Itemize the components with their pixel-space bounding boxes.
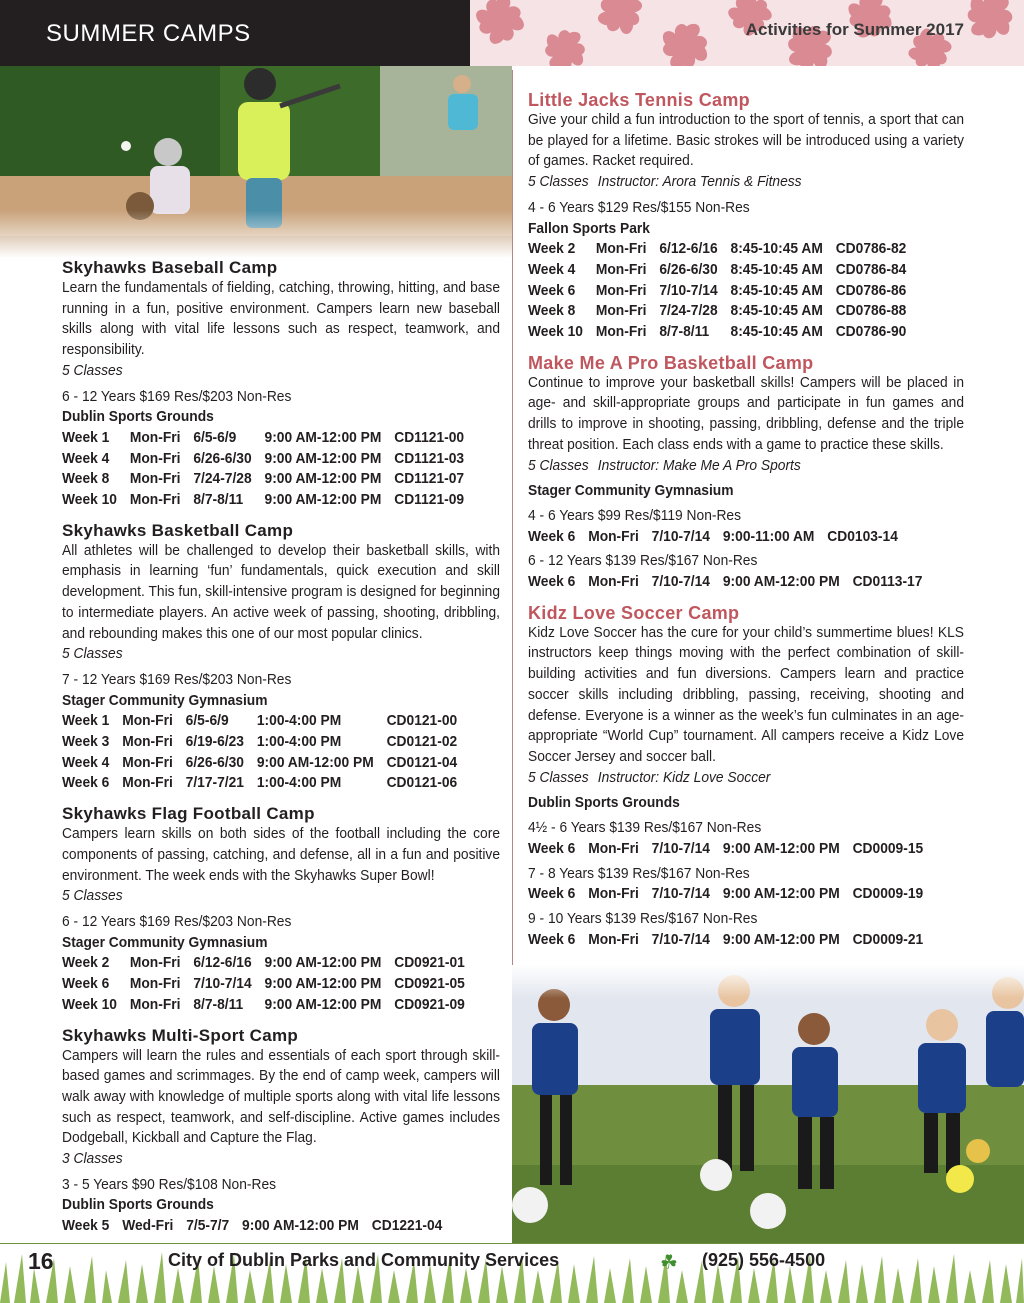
dates: 7/10-7/14 <box>651 573 710 591</box>
time: 9:00 AM-12:00 PM <box>722 885 840 903</box>
camp-description: Continue to improve your basketball skills! Campers will be placed in age- and skill-appropriate groups and participate in fun games and drills to improve in shooting, passing, dribbling, defense and the triple threat position. Each class ends with a game to practice these skills. <box>528 373 965 453</box>
time: 1:00-4:00 PM <box>256 774 342 792</box>
camp-location: Dublin Sports Grounds <box>528 794 680 812</box>
schedule-table <box>528 839 936 860</box>
dates: 7/24-7/28 <box>193 470 252 488</box>
age-fee: 4½ - 6 Years $139 Res/$167 Non-Res <box>528 819 762 837</box>
camp-basketball <box>62 521 500 794</box>
course-code: CD0921-05 <box>394 975 465 993</box>
week: Week 1 <box>62 428 110 446</box>
camp-multi-sport <box>62 1026 500 1237</box>
camp-classes <box>528 456 964 477</box>
instructor: Instructor: Kidz Love Soccer <box>597 768 771 786</box>
schedule-table <box>62 711 470 794</box>
time: 8:45-10:45 AM <box>730 281 823 299</box>
instructor: Instructor: Make Me A Pro Sports <box>597 456 801 474</box>
camp-details <box>62 912 465 1016</box>
week: Week 6 <box>528 281 576 299</box>
soccer-photo <box>512 965 1024 1243</box>
table-row <box>62 428 477 449</box>
week: Week 8 <box>528 302 576 320</box>
age-fee: 6 - 12 Years $169 Res/$203 Non-Res <box>62 387 292 405</box>
table-row <box>62 773 470 794</box>
dates: 7/24-7/28 <box>659 302 718 320</box>
week: Week 4 <box>62 449 110 467</box>
time: 1:00-4:00 PM <box>256 712 342 730</box>
table-row <box>528 260 919 281</box>
time: 9:00 AM-12:00 PM <box>242 1217 359 1235</box>
phone-number: (925) 556-4500 <box>702 1250 826 1270</box>
course-code: CD1121-09 <box>394 491 465 509</box>
camp-location: Fallon Sports Park <box>528 219 650 237</box>
week: Week 4 <box>528 260 576 278</box>
schedule-table <box>528 884 936 905</box>
camp-classes <box>62 361 500 382</box>
age-fee: 3 - 5 Years $90 Res/$108 Non-Res <box>62 1175 277 1193</box>
course-code: CD1121-00 <box>394 428 465 446</box>
left-column <box>62 258 500 1247</box>
week: Week 10 <box>62 491 117 509</box>
organization-name: City of Dublin Parks and Community Services <box>168 1250 560 1270</box>
classes-count: 5 Classes <box>528 173 589 191</box>
days: Mon-Fri <box>595 240 647 258</box>
days: Mon-Fri <box>122 774 173 792</box>
classes-count: 5 Classes <box>62 887 123 905</box>
schedule-table <box>528 239 919 343</box>
course-code: CD0921-09 <box>394 995 465 1013</box>
course-code: CD0103-14 <box>827 527 898 545</box>
days: Mon-Fri <box>129 975 181 993</box>
baseball-photo-graphic <box>0 66 512 258</box>
week: Week 3 <box>62 733 110 751</box>
dates: 7/10-7/14 <box>651 839 710 857</box>
camp-details <box>62 670 465 794</box>
week: Week 6 <box>528 573 576 591</box>
table-row <box>62 753 470 774</box>
schedule-table <box>62 953 478 1015</box>
age-fee: 4 - 6 Years $129 Res/$155 Non-Res <box>528 198 750 216</box>
dates: 7/5-7/7 <box>186 1217 230 1235</box>
time: 9:00 AM-12:00 PM <box>264 491 382 509</box>
table-row <box>62 995 478 1016</box>
days: Mon-Fri <box>595 281 647 299</box>
camp-kidz-love-soccer <box>528 603 964 951</box>
days: Mon-Fri <box>588 573 639 591</box>
days: Mon-Fri <box>129 470 181 488</box>
classes-count: 5 Classes <box>62 361 123 379</box>
table-row <box>62 711 470 732</box>
time: 9:00 AM-12:00 PM <box>722 839 840 857</box>
course-code: CD0786-84 <box>835 260 907 278</box>
camp-description: All athletes will be challenged to develop their basketball skills, with emphasis in learning ‘fun’ fundamentals, quick execution and skill development. This fun, skill-intensive program is designed for beginning to intermediate players. An active week of passing, shooting, dribbling, and rebounding makes this one of our most popular clinics. <box>62 541 501 642</box>
table-row <box>62 449 477 470</box>
dates: 6/26-6/30 <box>659 260 718 278</box>
instructor: Instructor: Arora Tennis & Fitness <box>597 173 802 191</box>
course-code: CD0009-19 <box>852 885 924 903</box>
table-row <box>62 1216 455 1237</box>
time: 9:00 AM-12:00 PM <box>264 954 382 972</box>
classes-count: 5 Classes <box>528 768 589 786</box>
camp-title: Kidz Love Soccer Camp <box>528 602 740 623</box>
camp-location: Dublin Sports Grounds <box>62 408 214 426</box>
schedule-table <box>62 1216 455 1237</box>
camp-flag-football <box>62 804 500 1015</box>
camp-title: Make Me A Pro Basketball Camp <box>528 352 814 373</box>
days: Mon-Fri <box>122 733 173 751</box>
time: 9:00 AM-12:00 PM <box>264 449 382 467</box>
camp-title: Little Jacks Tennis Camp <box>528 90 750 110</box>
course-code: CD1121-07 <box>394 470 465 488</box>
table-row <box>528 839 936 860</box>
camp-classes <box>528 172 964 193</box>
table-row <box>62 953 478 974</box>
time: 9:00 AM-12:00 PM <box>256 753 374 771</box>
course-code: CD0121-02 <box>386 733 458 751</box>
dates: 8/7-8/11 <box>193 995 244 1013</box>
schedule-table <box>528 572 935 593</box>
course-code: CD0921-01 <box>394 954 465 972</box>
camp-title: Skyhawks Basketball Camp <box>62 520 294 540</box>
week: Week 6 <box>528 930 576 948</box>
camp-description: Kidz Love Soccer has the cure for your child’s summertime blues! KLS instructors keep things moving with the perfect combination of skill-building activities and fun diversions. Campers learn and practice soccer skills including dribbling, passing, receiving, shooting and defense. Everyone is a winner as the week’s fun culminates in an age-appropriate “World Cup” tournament. All campers receive a Kidz Love Soccer Jersey and soccer ball. <box>528 623 965 765</box>
week: Week 10 <box>528 323 583 341</box>
time: 9:00 AM-12:00 PM <box>264 995 382 1013</box>
course-code: CD0009-15 <box>852 839 924 857</box>
course-code: CD0121-04 <box>386 753 458 771</box>
time: 9:00 AM-12:00 PM <box>264 428 382 446</box>
time: 1:00-4:00 PM <box>256 733 342 751</box>
dates: 7/10-7/14 <box>651 527 710 545</box>
camp-title: Skyhawks Baseball Camp <box>62 258 278 277</box>
table-row <box>528 930 936 951</box>
camp-details <box>528 481 929 593</box>
dates: 6/12-6/16 <box>193 954 252 972</box>
camp-description: Give your child a fun introduction to the sport of tennis, a sport that can be played for a lifetime. Basic strokes will be introduced using a variety of games. Racket required. <box>528 111 965 170</box>
course-code: CD0009-21 <box>852 930 924 948</box>
course-code: CD0121-00 <box>386 712 458 730</box>
camp-classes <box>62 1149 500 1170</box>
days: Mon-Fri <box>595 302 647 320</box>
table-row <box>62 732 470 753</box>
days: Mon-Fri <box>588 930 639 948</box>
camp-classes <box>62 644 500 665</box>
days: Mon-Fri <box>588 839 639 857</box>
dates: 6/5-6/9 <box>185 712 229 730</box>
week: Week 6 <box>528 527 576 545</box>
time: 8:45-10:45 AM <box>730 240 823 258</box>
week: Week 8 <box>62 470 110 488</box>
camp-tennis <box>528 90 964 343</box>
days: Mon-Fri <box>129 491 181 509</box>
classes-count: 3 Classes <box>62 1150 123 1168</box>
camp-title: Skyhawks Multi-Sport Camp <box>62 1025 299 1045</box>
dates: 6/26-6/30 <box>193 449 252 467</box>
age-fee: 9 - 10 Years $139 Res/$167 Non-Res <box>528 909 758 927</box>
dates: 7/10-7/14 <box>193 975 252 993</box>
table-row <box>528 572 935 593</box>
days: Mon-Fri <box>595 323 647 341</box>
week: Week 10 <box>62 995 117 1013</box>
age-fee: 7 - 12 Years $169 Res/$203 Non-Res <box>62 670 292 688</box>
table-row <box>528 884 936 905</box>
dates: 6/19-6/23 <box>185 733 244 751</box>
course-code: CD0786-86 <box>835 281 907 299</box>
schedule-table <box>62 428 477 511</box>
week: Week 5 <box>62 1217 110 1235</box>
camp-details <box>62 387 465 511</box>
days: Mon-Fri <box>122 712 173 730</box>
table-row <box>528 301 919 322</box>
time: 8:45-10:45 AM <box>730 302 823 320</box>
dates: 6/26-6/30 <box>185 753 244 771</box>
activities-title: Activities for Summer 2017 <box>745 20 964 39</box>
camp-location: Stager Community Gymnasium <box>62 933 268 951</box>
section-label: SUMMER CAMPS <box>46 20 251 47</box>
table-row <box>528 527 911 548</box>
camp-make-me-a-pro <box>528 353 964 593</box>
dates: 8/7-8/11 <box>659 323 710 341</box>
course-code: CD0786-88 <box>835 302 907 320</box>
clover-icon: ☘ <box>660 1252 678 1274</box>
table-row <box>62 490 477 511</box>
camp-description: Campers learn skills on both sides of the football including the core components of passing, catching, and defense, all in a fun and positive environment. The week ends with the Skyhawks Super Bowl! <box>62 825 501 884</box>
camp-baseball <box>62 258 500 511</box>
camp-description: Learn the fundamentals of fielding, catching, throwing, hitting, and base running in a fun, positive environment. Campers learn new baseball skills along with vital life lessons such as respect, teamwork, and responsibility. <box>62 279 501 359</box>
time: 9:00-11:00 AM <box>722 527 815 545</box>
dates: 6/5-6/9 <box>193 428 237 446</box>
column-divider <box>512 70 513 965</box>
table-row <box>528 239 919 260</box>
dates: 7/17-7/21 <box>185 774 244 792</box>
days: Mon-Fri <box>122 753 173 771</box>
time: 9:00 AM-12:00 PM <box>722 930 840 948</box>
age-fee: 6 - 12 Years $169 Res/$203 Non-Res <box>62 912 292 930</box>
dates: 6/12-6/16 <box>659 240 718 258</box>
age-fee: 4 - 6 Years $99 Res/$119 Non-Res <box>528 506 742 524</box>
days: Mon-Fri <box>595 260 647 278</box>
week: Week 4 <box>62 753 110 771</box>
course-code: CD0786-90 <box>835 323 907 341</box>
camp-classes <box>528 768 964 789</box>
dates: 8/7-8/11 <box>193 491 244 509</box>
course-code: CD0113-17 <box>852 573 923 591</box>
time: 9:00 AM-12:00 PM <box>722 573 840 591</box>
camp-location: Stager Community Gymnasium <box>528 482 734 500</box>
week: Week 6 <box>528 885 576 903</box>
camp-details <box>62 1175 465 1237</box>
dates: 7/10-7/14 <box>651 930 710 948</box>
dates: 7/10-7/14 <box>651 885 710 903</box>
table-row <box>528 281 919 302</box>
time: 8:45-10:45 AM <box>730 260 823 278</box>
camp-classes <box>62 886 500 907</box>
classes-count: 5 Classes <box>62 645 123 663</box>
days: Mon-Fri <box>129 449 181 467</box>
days: Mon-Fri <box>129 954 181 972</box>
course-code: CD0121-06 <box>386 774 458 792</box>
schedule-table <box>528 527 911 548</box>
age-fee: 7 - 8 Years $139 Res/$167 Non-Res <box>528 864 750 882</box>
week: Week 6 <box>62 774 110 792</box>
week: Week 6 <box>528 839 576 857</box>
page-number: 16 <box>28 1248 54 1274</box>
table-row <box>62 469 477 490</box>
camp-title: Skyhawks Flag Football Camp <box>62 804 315 824</box>
days: Mon-Fri <box>129 995 181 1013</box>
week: Week 2 <box>62 954 110 972</box>
time: 9:00 AM-12:00 PM <box>264 975 382 993</box>
week: Week 6 <box>62 975 110 993</box>
days: Mon-Fri <box>588 527 639 545</box>
course-code: CD1121-03 <box>394 449 465 467</box>
days: Wed-Fri <box>122 1217 174 1235</box>
camp-details <box>528 198 929 343</box>
week: Week 2 <box>528 240 576 258</box>
time: 8:45-10:45 AM <box>730 323 823 341</box>
right-column <box>528 90 964 960</box>
table-row <box>62 974 478 995</box>
camp-location: Stager Community Gymnasium <box>62 691 268 709</box>
course-code: CD1221-04 <box>371 1217 443 1235</box>
days: Mon-Fri <box>129 428 181 446</box>
age-fee: 6 - 12 Years $139 Res/$167 Non-Res <box>528 552 758 570</box>
classes-count: 5 Classes <box>528 456 589 474</box>
schedule-table <box>528 930 936 951</box>
days: Mon-Fri <box>588 885 639 903</box>
soccer-photo-graphic <box>512 965 1024 1243</box>
baseball-photo <box>0 66 512 258</box>
camp-location: Dublin Sports Grounds <box>62 1196 214 1214</box>
camp-details <box>528 793 929 950</box>
course-code: CD0786-82 <box>835 240 907 258</box>
dates: 7/10-7/14 <box>659 281 718 299</box>
table-row <box>528 322 919 343</box>
week: Week 1 <box>62 712 110 730</box>
time: 9:00 AM-12:00 PM <box>264 470 382 488</box>
camp-description: Campers will learn the rules and essentials of each sport through skill-based games and scrimmages. By the end of camp week, campers will walk away with knowledge of multiple sports along with vital life lessons such as respect, teamwork, and self-discipline. Active games includes Dodgeball, Kickball and Capture the Flag. <box>62 1046 501 1147</box>
